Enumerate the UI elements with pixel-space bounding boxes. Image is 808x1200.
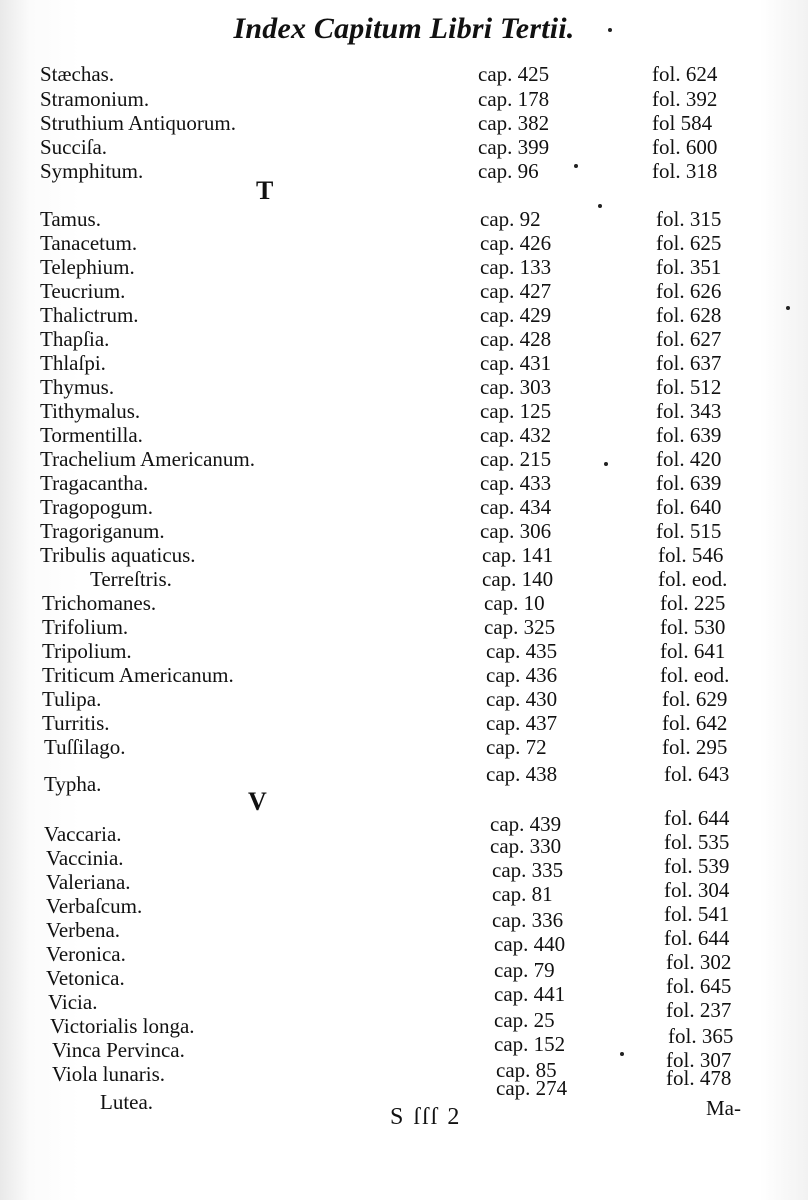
index-entry — [0, 615, 808, 639]
entry-name: Vaccinia. — [46, 846, 124, 870]
entry-chapter: cap. 92 — [480, 207, 541, 231]
entry-chapter: cap. 427 — [480, 279, 552, 303]
entry-folio: fol. eod. — [658, 567, 728, 591]
index-entry — [0, 159, 808, 183]
entry-name: Vinca Pervinca. — [52, 1038, 185, 1062]
index-entry — [0, 279, 808, 303]
entry-name: Telephium. — [40, 255, 135, 279]
entry-chapter: cap. 434 — [480, 495, 552, 519]
entry-chapter: cap. 335 — [492, 858, 564, 882]
entry-name: Symphitum. — [40, 159, 144, 183]
entry-chapter: cap. 436 — [486, 663, 558, 687]
entry-folio: fol. 539 — [664, 854, 730, 878]
entry-name: Tragopogum. — [40, 495, 153, 519]
index-entry — [0, 543, 808, 567]
entry-chapter: cap. 274 — [496, 1076, 568, 1100]
entry-folio: fol. 343 — [656, 399, 722, 423]
entry-folio: fol. 644 — [664, 926, 730, 950]
entry-name: Veronica. — [46, 942, 126, 966]
entry-name: Terreſtris. — [90, 567, 172, 591]
entry-name: Valeriana. — [46, 870, 131, 894]
entry-name: Trachelium Americanum. — [40, 447, 256, 471]
index-entry — [0, 471, 808, 495]
entry-name: Tulipa. — [42, 687, 102, 711]
entry-chapter: cap. 125 — [480, 399, 552, 423]
entry-name: Tanacetum. — [40, 231, 138, 255]
entry-chapter: cap. 178 — [478, 87, 550, 111]
index-entry — [0, 447, 808, 471]
entry-name: Tripolium. — [42, 639, 132, 663]
entry-chapter: cap. 79 — [494, 958, 555, 982]
index-entry — [0, 495, 808, 519]
entry-folio: fol. 645 — [666, 974, 732, 998]
entry-name: Stæchas. — [40, 62, 115, 86]
entry-folio: fol. 628 — [656, 303, 722, 327]
entry-chapter: cap. 430 — [486, 687, 558, 711]
entry-name: Teucrium. — [40, 279, 126, 303]
entry-chapter: cap. 325 — [484, 615, 556, 639]
entry-chapter: cap. 437 — [486, 711, 558, 735]
entry-name: Trichomanes. — [42, 591, 157, 615]
entry-name: Tragoriganum. — [40, 519, 165, 543]
entry-chapter: cap. 382 — [478, 111, 550, 135]
entry-chapter: cap. 428 — [480, 327, 552, 351]
entry-chapter: cap. 96 — [478, 159, 539, 183]
index-entry — [0, 687, 808, 711]
ink-speck — [786, 306, 790, 310]
section-letter-t: T — [256, 176, 274, 205]
entry-chapter: cap. 141 — [482, 543, 554, 567]
entry-name: Tuſſilago. — [44, 735, 126, 759]
entry-name: Typha. — [44, 772, 102, 796]
entry-folio: fol. 541 — [664, 902, 730, 926]
entry-folio: fol. 625 — [656, 231, 722, 255]
entry-folio: fol. 392 — [652, 87, 718, 111]
entry-folio: fol. 420 — [656, 447, 722, 471]
entry-chapter: cap. 140 — [482, 567, 554, 591]
entry-name: Stramonium. — [40, 87, 150, 111]
entry-chapter: cap. 425 — [478, 62, 550, 86]
entry-chapter: cap. 306 — [480, 519, 552, 543]
entry-chapter: cap. 440 — [494, 932, 566, 956]
entry-chapter: cap. 439 — [490, 812, 562, 836]
entry-name: Verbaſcum. — [46, 894, 143, 918]
index-entry — [0, 762, 808, 796]
index-entry — [0, 399, 808, 423]
entry-folio: fol. 515 — [656, 519, 722, 543]
section-letter-v: V — [248, 787, 267, 816]
index-entry — [0, 255, 808, 279]
entry-folio: fol. 315 — [656, 207, 722, 231]
entry-name: Tamus. — [40, 207, 101, 231]
entry-chapter: cap. 438 — [486, 762, 558, 786]
index-entry — [0, 639, 808, 663]
entry-chapter: cap. 435 — [486, 639, 558, 663]
index-entry — [0, 735, 808, 759]
entry-folio: fol. 642 — [662, 711, 728, 735]
entry-name: Tragacantha. — [40, 471, 149, 495]
entry-chapter: cap. 429 — [480, 303, 552, 327]
entry-chapter: cap. 303 — [480, 375, 552, 399]
catchword: Ma- — [706, 1096, 741, 1120]
page-title: Index Capitum Libri Tertii. — [233, 12, 575, 45]
entry-name: Thlaſpi. — [40, 351, 106, 375]
entry-folio: fol. 530 — [660, 615, 726, 639]
index-entry — [0, 663, 808, 687]
entry-chapter: cap. 426 — [480, 231, 552, 255]
index-entry — [0, 351, 808, 375]
ink-speck — [604, 462, 608, 466]
entry-name: Turritis. — [42, 711, 110, 735]
index-entry — [0, 327, 808, 351]
entry-chapter: cap. 336 — [492, 908, 564, 932]
index-entry — [0, 303, 808, 327]
entry-name: Succiſa. — [40, 135, 108, 159]
entry-folio: fol. 307 — [666, 1048, 732, 1072]
entry-folio: fol. 535 — [664, 830, 730, 854]
entry-folio: fol 584 — [652, 111, 713, 135]
entry-chapter: cap. 25 — [494, 1008, 555, 1032]
entry-chapter: cap. 85 — [496, 1058, 557, 1082]
entry-name: Lutea. — [100, 1090, 154, 1114]
entry-folio: fol. 640 — [656, 495, 722, 519]
entry-name: Struthium Antiquorum. — [40, 111, 237, 135]
entry-folio: fol. eod. — [660, 663, 730, 687]
entry-chapter: cap. 399 — [478, 135, 550, 159]
index-entry — [0, 375, 808, 399]
index-entry — [0, 87, 808, 111]
entry-name: Triticum Americanum. — [42, 663, 234, 687]
entry-folio: fol. 629 — [662, 687, 728, 711]
ink-speck — [574, 164, 578, 168]
entry-folio: fol. 225 — [660, 591, 726, 615]
entry-name: Tormentilla. — [40, 423, 143, 447]
signature-mark: S ſſſ 2 — [390, 1104, 462, 1130]
entry-chapter: cap. 10 — [484, 591, 545, 615]
entry-name: Vicia. — [48, 990, 98, 1014]
entry-folio: fol. 318 — [652, 159, 718, 183]
entry-chapter: cap. 431 — [480, 351, 552, 375]
entry-folio: fol. 478 — [666, 1066, 732, 1090]
entry-folio: fol. 626 — [656, 279, 722, 303]
index-entry — [0, 519, 808, 543]
entry-chapter: cap. 81 — [492, 882, 553, 906]
entry-name: Thymus. — [40, 375, 115, 399]
entry-name: Vaccaria. — [44, 822, 122, 846]
index-entry — [0, 135, 808, 159]
entry-folio: fol. 237 — [666, 998, 732, 1022]
entry-name: Victorialis longa. — [50, 1014, 195, 1038]
entry-name: Tribulis aquaticus. — [40, 543, 196, 567]
entry-chapter: cap. 432 — [480, 423, 552, 447]
entry-folio: fol. 351 — [656, 255, 722, 279]
entry-folio: fol. 546 — [658, 543, 724, 567]
entry-folio: fol. 641 — [660, 639, 726, 663]
entry-chapter: cap. 215 — [480, 447, 552, 471]
index-entry — [0, 711, 808, 735]
entry-name: Thapſia. — [40, 327, 110, 351]
ink-speck — [608, 28, 612, 32]
entry-name: Thalictrum. — [40, 303, 139, 327]
entry-folio: fol. 600 — [652, 135, 718, 159]
ink-speck — [598, 204, 602, 208]
entry-name: Tithymalus. — [40, 399, 141, 423]
entry-name: Verbena. — [46, 918, 121, 942]
index-entry — [0, 111, 808, 135]
entry-folio: fol. 624 — [652, 62, 718, 86]
entry-folio: fol. 302 — [666, 950, 732, 974]
index-entry — [0, 207, 808, 231]
index-entry — [0, 567, 808, 591]
entry-chapter: cap. 72 — [486, 735, 547, 759]
entry-name: Trifolium. — [42, 615, 129, 639]
entry-name: Vetonica. — [46, 966, 125, 990]
entry-chapter: cap. 152 — [494, 1032, 566, 1056]
entry-folio: fol. 639 — [656, 423, 722, 447]
entry-chapter: cap. 433 — [480, 471, 552, 495]
index-entry — [0, 62, 808, 86]
entry-folio: fol. 304 — [664, 878, 730, 902]
index-entry — [0, 231, 808, 255]
entry-folio: fol. 637 — [656, 351, 722, 375]
entry-folio: fol. 512 — [656, 375, 722, 399]
entry-folio: fol. 365 — [668, 1024, 734, 1048]
entry-folio: fol. 639 — [656, 471, 722, 495]
entry-chapter: cap. 441 — [494, 982, 566, 1006]
entry-chapter: cap. 133 — [480, 255, 552, 279]
entry-chapter: cap. 330 — [490, 834, 562, 858]
ink-speck — [620, 1052, 624, 1056]
index-entry — [0, 423, 808, 447]
index-entry — [0, 591, 808, 615]
entry-name: Viola lunaris. — [52, 1062, 166, 1086]
entry-folio: fol. 644 — [664, 806, 730, 830]
entry-folio: fol. 627 — [656, 327, 722, 351]
entry-folio: fol. 643 — [664, 762, 730, 786]
entry-folio: fol. 295 — [662, 735, 728, 759]
